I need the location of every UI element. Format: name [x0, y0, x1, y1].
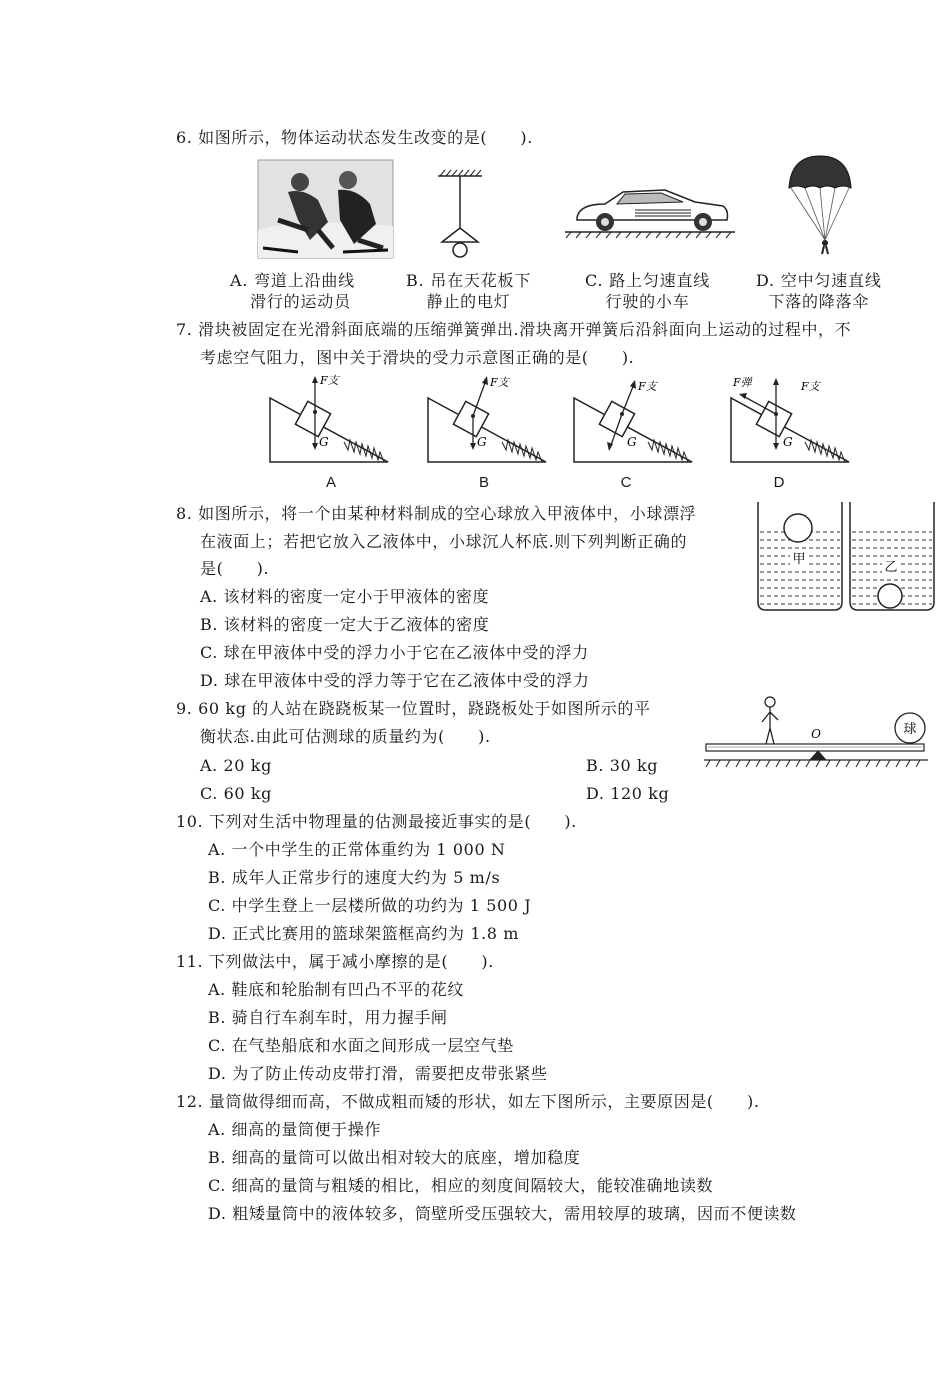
q8-option-a: A. 该材料的密度一定小于甲液体的密度 [200, 587, 490, 606]
q6-option-a-line1: A. 弯道上沿曲线 [230, 271, 355, 290]
gravity-label-a: G [319, 435, 329, 449]
q9-stem-line2: 衡状态.由此可估测球的质量约为( ). [200, 727, 491, 746]
q6-option-c-line1: C. 路上匀速直线 [585, 271, 711, 290]
ball-label: 球 [903, 722, 917, 737]
gravity-label-c: G [627, 435, 637, 449]
support-force-label-c: F支 [638, 380, 657, 393]
q11-option-c: C. 在气垫船底和水面之间形成一层空气垫 [208, 1036, 514, 1055]
gravity-label-b: G [477, 435, 487, 449]
q10-option-a: A. 一个中学生的正常体重约为 1 000 N [208, 840, 506, 859]
q6-option-c [585, 270, 710, 312]
q11-option-d: D. 为了防止传动皮带打滑，需要把皮带张紧些 [208, 1064, 548, 1083]
liquid-label-yi: 乙 [884, 560, 898, 575]
incline-figure-c [572, 372, 698, 464]
q6-option-a-line2: 滑行的运动员 [250, 292, 351, 311]
q6-option-d-line1: D. 空中匀速直线 [756, 271, 882, 290]
q8-stem-line1: 8. 如图所示，将一个由某种材料制成的空心球放入甲液体中，小球漂浮 [176, 504, 697, 523]
q6-option-d [756, 270, 882, 312]
q9-option-c: C. 60 kg [200, 784, 273, 803]
q9-stem-line1: 9. 60 kg 的人站在跷跷板某一位置时，跷跷板处于如图所示的平 [176, 699, 651, 718]
liquid-label-jia: 甲 [792, 552, 806, 567]
q10-stem: 10. 下列对生活中物理量的估测最接近事实的是( ). [176, 812, 577, 831]
support-force-label-a: F支 [320, 374, 339, 387]
q6-option-d-line2: 下落的降落伞 [768, 292, 870, 311]
gravity-label-d: G [783, 435, 793, 449]
q7-label-d: D [773, 474, 785, 491]
beakers-figure [756, 500, 936, 612]
q7-label-a: A [325, 474, 336, 491]
incline-figure-d [729, 372, 855, 464]
q11-option-a: A. 鞋底和轮胎制有凹凸不平的花纹 [208, 980, 464, 999]
q7-label-c: C [620, 474, 632, 491]
q6-option-b-line2: 静止的电灯 [426, 292, 511, 311]
hanging-lamp-figure [430, 168, 490, 260]
q10-option-c: C. 中学生登上一层楼所做的功约为 1 500 J [208, 896, 532, 915]
q8-option-d: D. 球在甲液体中受的浮力等于它在乙液体中受的浮力 [200, 671, 590, 690]
q11-option-b: B. 骑自行车刹车时，用力握手闸 [208, 1008, 448, 1027]
q9-option-b: B. 30 kg [586, 756, 659, 775]
q10-option-b: B. 成年人正常步行的速度大约为 5 m/s [208, 868, 501, 887]
pivot-label: O [811, 727, 821, 741]
car-figure [565, 182, 735, 242]
q6-stem: 6. 如图所示，物体运动状态发生改变的是( ). [176, 128, 533, 147]
q12-stem: 12. 量筒做得细而高，不做成粗而矮的形状，如左下图所示，主要原因是( ). [176, 1092, 760, 1111]
q7-label-b: B [478, 474, 489, 491]
q12-option-b: B. 细高的量筒可以做出相对较大的底座，增加稳度 [208, 1148, 581, 1167]
spring-force-label-d: F弹 [733, 376, 752, 389]
q6-option-b-line1: B. 吊在天花板下 [406, 271, 532, 290]
skater-photo [258, 160, 393, 258]
q6-option-c-line2: 行驶的小车 [605, 292, 690, 311]
incline-figure-b [426, 372, 552, 464]
parachute-figure [785, 152, 855, 256]
seesaw-figure [702, 694, 930, 770]
q8-stem-line3: 是( ). [200, 559, 270, 578]
incline-figure-a [268, 372, 394, 464]
support-force-label-b: F支 [490, 376, 509, 389]
q8-stem-line2: 在液面上；若把它放入乙液体中，小球沉人杯底.则下列判断正确的 [200, 532, 688, 551]
q12-option-d: D. 粗矮量筒中的液体较多，筒壁所受压强较大，需用较厚的玻璃，因而不便读数 [208, 1204, 797, 1223]
q7-stem-line1: 7. 滑块被固定在光滑斜面底端的压缩弹簧弹出.滑块离开弹簧后沿斜面向上运动的过程中，不 [176, 320, 852, 339]
q8-option-b: B. 该材料的密度一定大于乙液体的密度 [200, 615, 490, 634]
q9-option-a: A. 20 kg [200, 756, 272, 775]
q12-option-c: C. 细高的量筒与粗矮的相比，相应的刻度间隔较大，能较准确地读数 [208, 1176, 714, 1195]
q7-stem-line2: 考虑空气阻力，图中关于滑块的受力示意图正确的是( ). [200, 348, 635, 367]
q10-option-d: D. 正式比赛用的篮球架篮框高约为 1.8 m [208, 924, 520, 943]
q6-option-a [230, 270, 355, 312]
q12-option-a: A. 细高的量筒便于操作 [208, 1120, 381, 1139]
support-force-label-d: F支 [801, 380, 820, 393]
q9-option-d: D. 120 kg [586, 784, 670, 803]
q6-option-b [406, 270, 531, 312]
q11-stem: 11. 下列做法中，属于减小摩擦的是( ). [176, 952, 494, 971]
q8-option-c: C. 球在甲液体中受的浮力小于它在乙液体中受的浮力 [200, 643, 589, 662]
